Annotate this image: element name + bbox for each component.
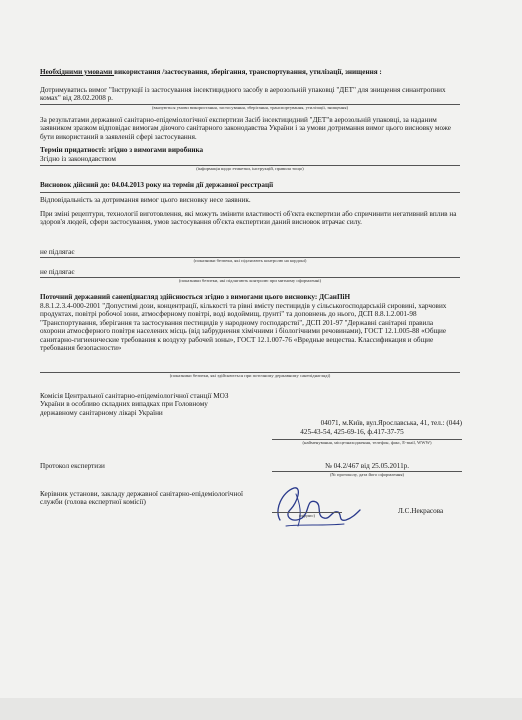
protocol-label: Протокол експертизи — [40, 462, 105, 470]
suitability-label: Термін придатності: згідно з вимогами виробника — [40, 146, 204, 154]
head-position: Керівник установи, закладу державної санітарно-епідеміологічної служби (голова експертної комісії) — [40, 490, 243, 507]
commission-phones: 425-43-54, 425-69-16, ф.417-37-75 — [300, 428, 404, 436]
not-subject-customs: не підлягає — [40, 268, 75, 276]
head-name: Л.С.Некрасова — [398, 507, 444, 515]
signature-caption: (підпис) — [298, 513, 316, 518]
conditions-text: Дотримуватись вимог "Інструкції із застосування інсектицидного засобу в аерозольній упаковці "ДЕТ" для знищення синантропних комах" від 28.02.2008 р. — [40, 86, 446, 103]
conditions-heading — [40, 68, 460, 76]
not-subject-border-caption: (показники безпеки, які підлягають контролю на кордоні) — [193, 258, 307, 263]
divider — [40, 192, 460, 193]
protocol-caption: (№ протоколу, дата його оформлення) — [329, 472, 405, 477]
supervision-label: Поточний державний санепіднагляд здійснюється згідно з вимогами цього висновку: ДСанПіН — [40, 293, 351, 301]
conditions-heading-rest: використання /застосування, зберігання, транспортування, утилізації, знищення : — [114, 68, 382, 76]
commission-address-caption: (найменування, місцезнаходження, телефон, факс, E-mail, WWW) — [302, 440, 432, 445]
change-note: При зміні рецептури, технології виготовлення, які можуть змінити властивості об'єкта експертизи або спричинити негативний вплив на здоров'я людей, сфери застосування, умов застосування об'єкта експертизи даний висновок втрачає силу. — [40, 210, 457, 227]
commission-address: 04071, м.Київ, вул.Ярославська, 41, тел.: (044) — [320, 419, 462, 427]
commission-name: Комісія Центральної санітарно-епідеміологічної станції МОЗ України в особливо складних випадках при Головному державному санітарному лікарі України — [40, 392, 229, 417]
conclusion-paragraph: За результатами державної санітарно-епідеміологічної експертизи Засіб інсектицидний "ДЕТ"в аерозольній упаковці, за наданим заявником зразком відповідає вимогам діючого санітарного законодавства України і за умови дотримання вимог цього висновку може бути використаний в заявленій сфері застосування. — [40, 116, 451, 141]
conditions-caption: (вказуються умови використання, застосування, зберігання, транспортування, утилізації, знищення) — [152, 105, 348, 110]
responsibility-text: Відповідальність за дотримання вимог цього висновку несе заявник. — [40, 196, 251, 204]
validity-label: Висновок дійсний до: 04.04.2013 року на термін дії державної реєстрації — [40, 181, 274, 189]
suitability-value: Згідно із законодавством — [40, 155, 116, 163]
suitability-caption: (інформація щодо етикетки, інструкцій, правила тощо) — [196, 166, 304, 171]
signature-icon — [272, 480, 362, 536]
supervision-caption: (показники безпеки, які здійснюється при поточному державному санепіднагляді) — [169, 373, 331, 378]
not-subject-customs-caption: (показники безпеки, які підлягають контролю при митному оформленні) — [178, 278, 322, 283]
supervision-text: 8.8.1.2.3.4-000-2001 "Допустимі дози, концентрації, кількості та рівні вмісту пестицидів у сільськогосподарській сировині, харчових продуктах, повітрі робочої зони, атмосферному повітрі, воді водоймищ, ґрунті" та доповнень до нього, ДСП 8.8.1.2.001-98 "Транспортування, зберігання та застосування пестицидів у народному господарстві", ДСП 201-97 "Державні санітарні правила охорони атмосферного повітря населених місць (від забруднення хімічними і біологічними речовинами), ГОСТ 12.1.005-88 «Общие санитарно-гигиенические требования к воздуху рабочей зоны», ГОСТ 12.1.007-76 «Вредные вещества. Классификация и общие требования безопасности» — [40, 302, 447, 353]
page-bottom-band — [0, 698, 522, 720]
protocol-value: № 04.2/467 від 25.05.2011р. — [324, 462, 410, 470]
not-subject-border: не підлягає — [40, 248, 75, 256]
conditions-heading-prefix: Необхідними умовами — [40, 68, 115, 76]
